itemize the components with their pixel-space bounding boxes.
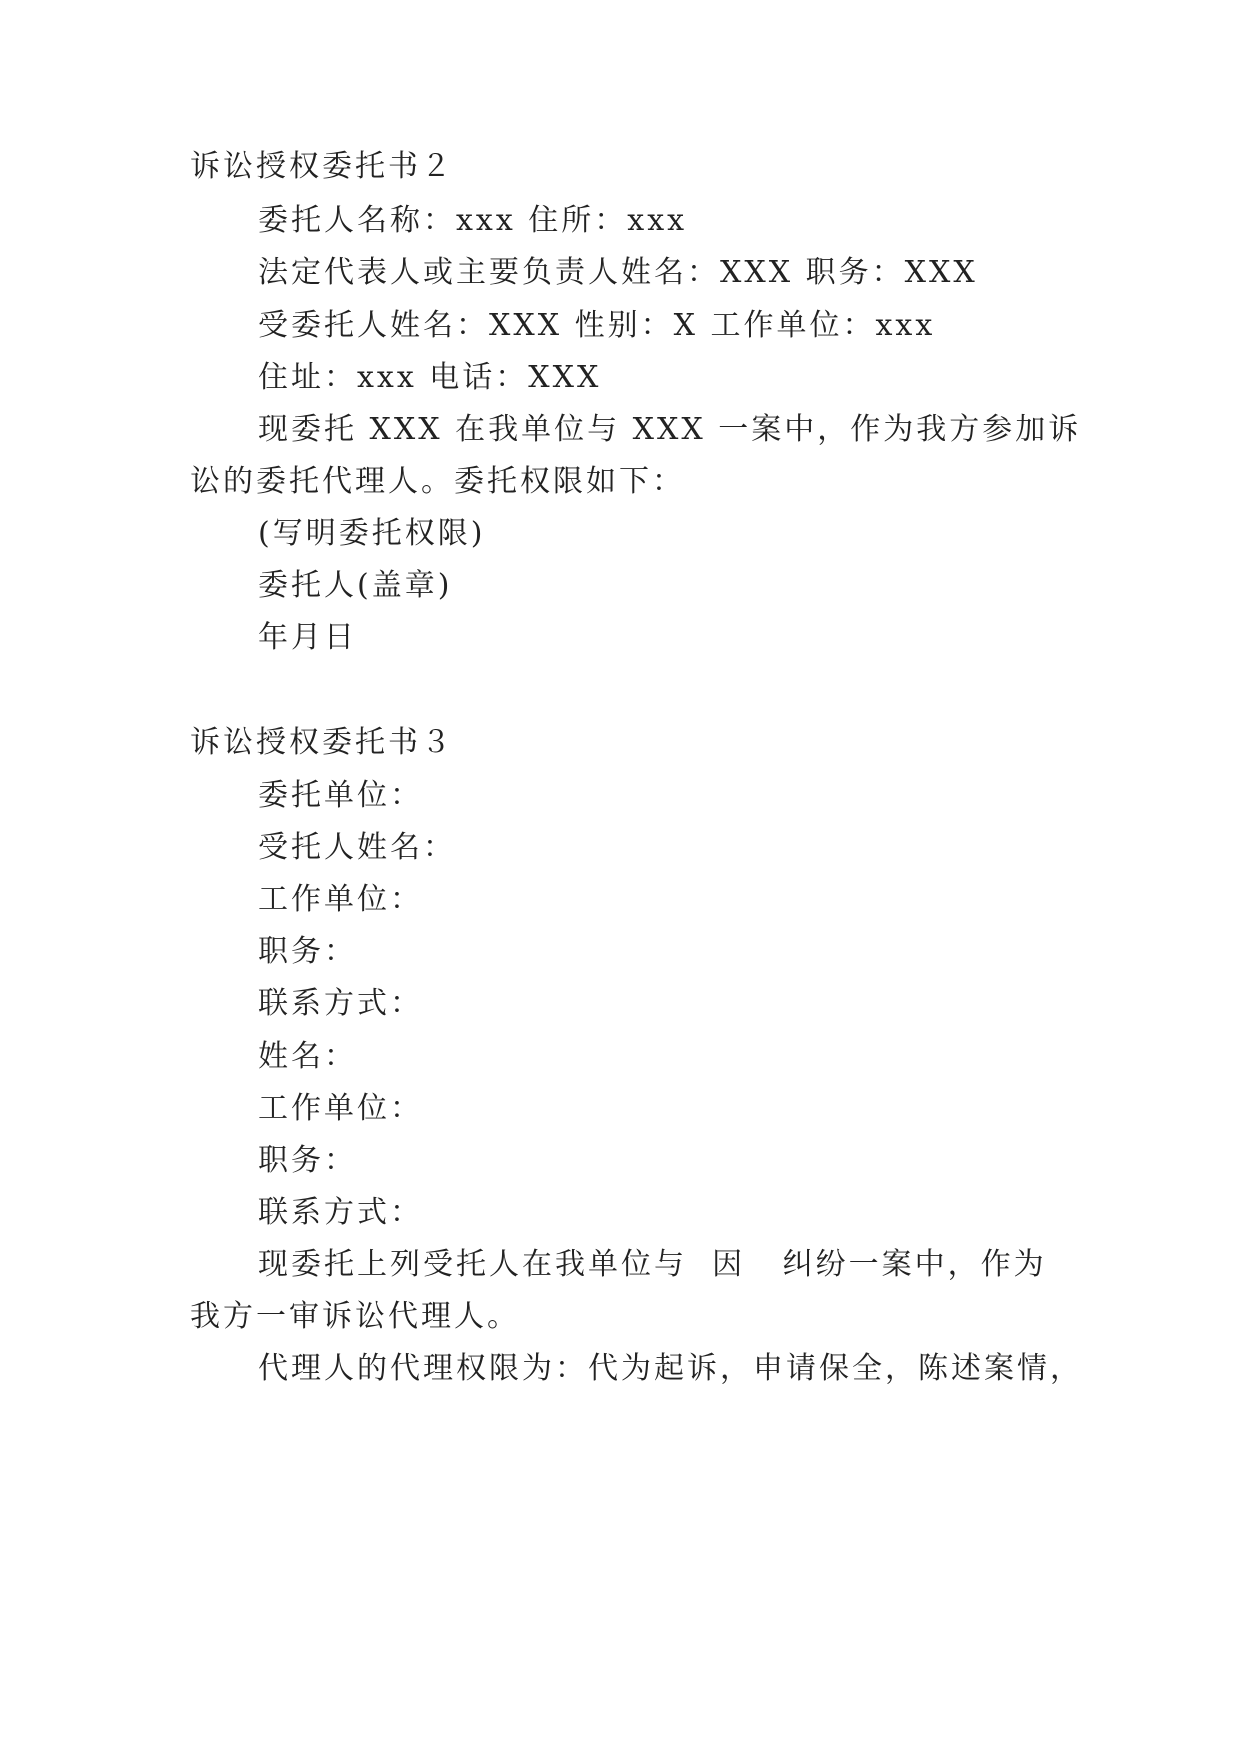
trustee-name-field: 受托人姓名： [258,830,456,865]
contact-field-2: 联系方式： [258,1195,423,1230]
agent-authority-line: 代理人的代理权限为：代为起诉，申请保全，陈述案情， [258,1351,1083,1386]
agent-name-line: 受委托人姓名：XXX 性别：X 工作单位：xxx [258,308,936,343]
position-field-2: 职务： [258,1143,357,1178]
work-unit-field-2: 工作单位： [258,1091,423,1126]
entrust-statement-line-3: 现委托上列受托人在我单位与 因 纠纷一案中，作为 [258,1247,1047,1282]
principal-seal-line: 委托人(盖章) [258,568,453,603]
entrust-statement-line: 现委托 XXX 在我单位与 XXX 一案中，作为我方参加诉 [258,412,1082,447]
authority-placeholder-line: (写明委托权限) [258,516,486,551]
entrust-statement-continuation: 讼的委托代理人。委托权限如下： [190,464,685,499]
work-unit-field: 工作单位： [258,882,423,917]
section-3-title: 诉讼授权委托书３ [190,725,454,760]
address-phone-line: 住址：xxx 电话：XXX [258,360,602,395]
date-line: 年月日 [258,620,357,655]
contact-field: 联系方式： [258,986,423,1021]
entrusting-unit-field: 委托单位： [258,778,423,813]
legal-representative-line: 法定代表人或主要负责人姓名：XXX 职务：XXX [258,255,978,290]
section-2-title: 诉讼授权委托书２ [190,149,454,184]
position-field: 职务： [258,934,357,969]
entrust-statement-continuation-3: 我方一审诉讼代理人。 [190,1299,520,1334]
name-field: 姓名： [258,1039,357,1074]
principal-name-line: 委托人名称：xxx 住所：xxx [258,203,688,238]
